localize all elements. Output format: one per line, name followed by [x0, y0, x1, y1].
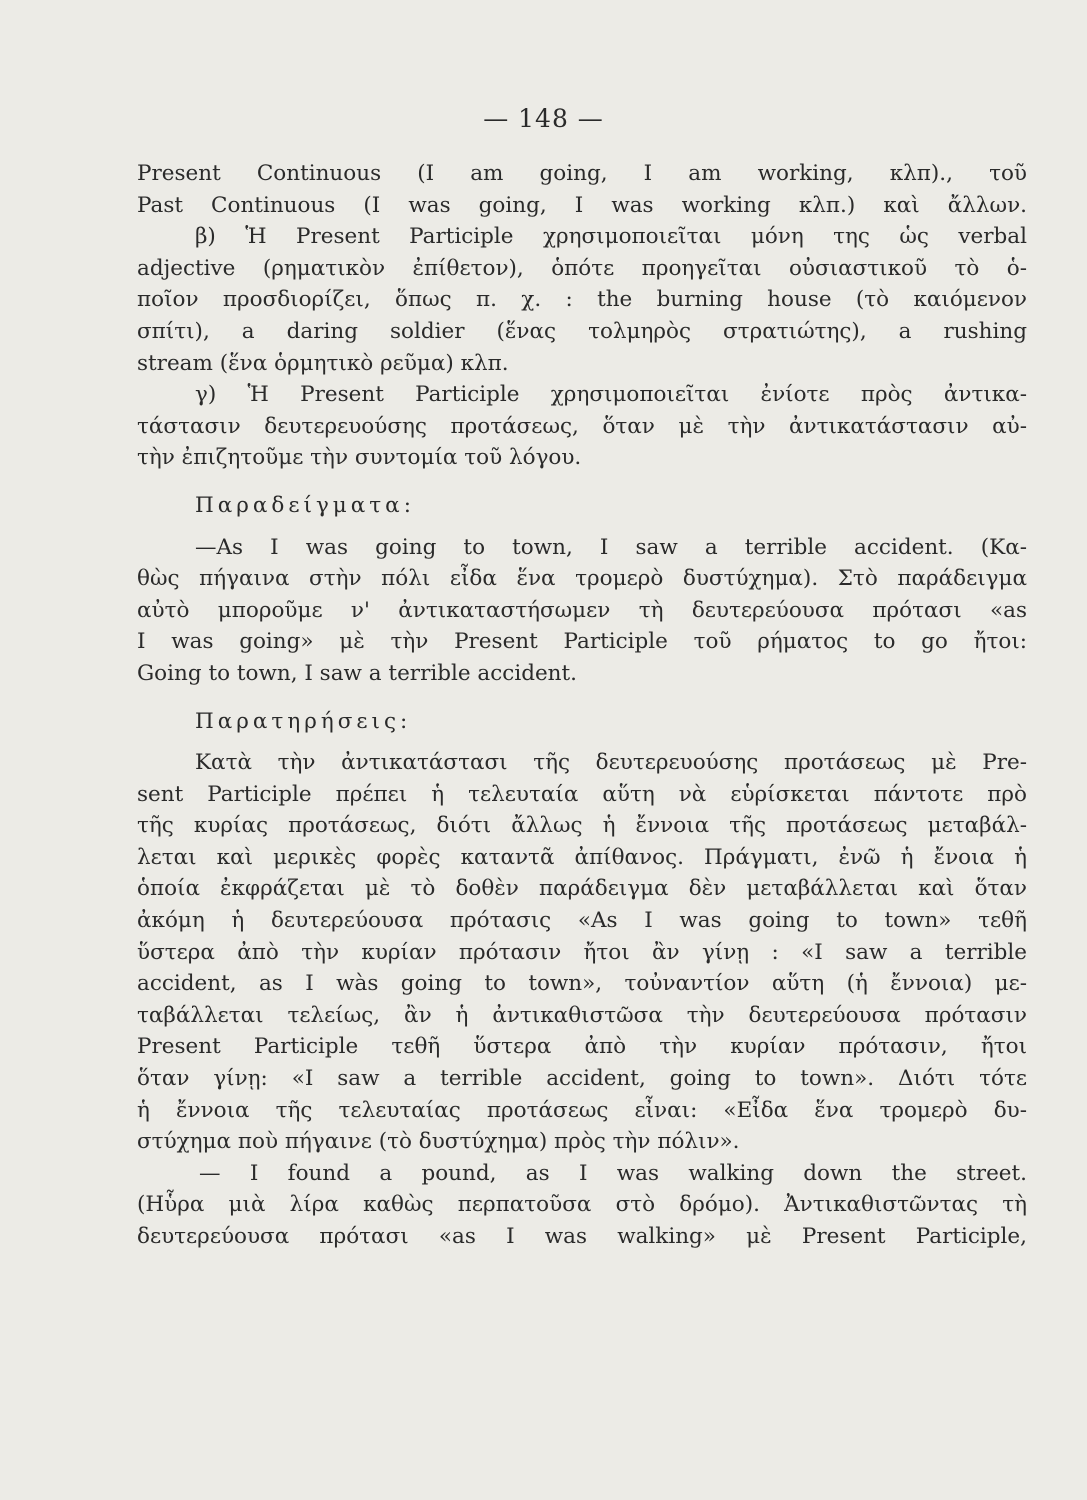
- text-line: ὕστερα ἀπὸ τὴν κυρίαν πρότασιν ἤτοι ἂν γίνῃ : «I saw a terrible: [137, 939, 1027, 965]
- section-heading-remarks: Παρατηρήσεις:: [195, 708, 412, 734]
- text-line: ἀκόμη ἡ δευτερεύουσα πρότασις «As I was going to town» τεθῆ: [137, 908, 1027, 934]
- text-line: γ) Ἡ Present Participle χρησιμοποιεῖται ἐνίοτε πρὸς ἀντικα-: [195, 382, 1027, 408]
- text-line: I was going» μὲ τὴν Present Participle τοῦ ρήματος to go ἤτοι:: [137, 629, 1027, 655]
- text-line: ὁποία ἐκφράζεται μὲ τὸ δοθὲν παράδειγμα δὲν μεταβάλλεται καὶ ὅταν: [137, 876, 1027, 902]
- text-line: Going to town, I saw a terrible accident.: [137, 660, 578, 686]
- text-line: Κατὰ τὴν ἀντικατάστασι τῆς δευτερευούσης προτάσεως μὲ Pre-: [195, 750, 1027, 776]
- text-line: β) Ἡ Present Participle χρησιμοποιεῖται μόνη της ὡς verbal: [195, 224, 1027, 250]
- text-line: ποῖον προσδιορίζει, ὅπως π. χ. : the burning house (τὸ καιόμενον: [137, 287, 1027, 313]
- text-line: Past Continuous (I was going, I was working κλπ.) καὶ ἄλλων.: [137, 192, 1027, 218]
- text-line: Present Continuous (I am going, I am working, κλπ)., τοῦ: [137, 161, 1027, 186]
- text-line: δευτερεύουσα πρότασι «as I was walking» μὲ Present Participle,: [137, 1224, 1027, 1249]
- text-line: Present Participle τεθῆ ὕστερα ἀπὸ τὴν κυρίαν πρότασιν, ἤτοι: [137, 1034, 1027, 1060]
- text-line: adjective (ρηματικὸν ἐπίθετον), ὁπότε προηγεῖται οὐσιαστικοῦ τὸ ὁ-: [137, 255, 1027, 281]
- text-line: τάστασιν δευτερευούσης προτάσεως, ὅταν μὲ τὴν ἀντικατάστασιν αὐ-: [137, 413, 1027, 439]
- text-line: αὐτὸ μποροῦμε ν' ἀντικαταστήσωμεν τὴ δευτερεύουσα πρότασι «as: [137, 597, 1027, 623]
- text-line: — I found a pound, as I was walking down the street.: [199, 1160, 1027, 1186]
- text-line: στύχημα ποὺ πήγαινε (τὸ δυστύχημα) πρὸς τὴν πόλιν».: [137, 1129, 740, 1155]
- section-heading-examples: Παραδείγματα:: [195, 492, 415, 518]
- text-line: θὼς πήγαινα στὴν πόλι εἶδα ἕνα τρομερὸ δυστύχημα). Στὸ παράδειγμα: [137, 566, 1027, 592]
- text-line: τὴν ἐπιζητοῦμε τὴν συντομία τοῦ λόγου.: [137, 445, 582, 471]
- text-line: ὅταν γίνῃ: «I saw a terrible accident, going to town». Διότι τότε: [137, 1066, 1027, 1092]
- text-line: stream (ἕνα ὁρμητικὸ ρεῦμα) κλπ.: [137, 350, 509, 376]
- text-line: sent Participle πρέπει ἡ τελευταία αὕτη νὰ εὑρίσκεται πάντοτε πρὸ: [137, 781, 1027, 807]
- page-number: — 148 —: [483, 104, 604, 133]
- text-line: accident, as I wàs going to town», τοὐναντίον αὕτη (ἡ ἔννοια) με-: [137, 971, 1027, 997]
- text-line: τῆς κυρίας προτάσεως, διότι ἄλλως ἡ ἔννοια τῆς προτάσεως μεταβάλ-: [137, 813, 1027, 839]
- text-line: —As I was going to town, I saw a terrible accident. (Κα-: [195, 534, 1027, 560]
- text-line: σπίτι), a daring soldier (ἕνας τολμηρὸς στρατιώτης), a rushing: [137, 318, 1027, 344]
- body-text: [137, 158, 1027, 1253]
- text-line: λεται καὶ μερικὲς φορὲς καταντᾶ ἀπίθανος. Πράγματι, ἐνῶ ἡ ἔνοια ἡ: [137, 844, 1027, 870]
- text-line: ταβάλλεται τελείως, ἂν ἡ ἀντικαθιστῶσα τὴν δευτερεύουσα πρότασιν: [137, 1002, 1027, 1028]
- text-line: (Ηὗρα μιὰ λίρα καθὼς περπατοῦσα στὸ δρόμο). Ἀντικαθιστῶντας τὴ: [137, 1192, 1027, 1218]
- text-line: ἡ ἔννοια τῆς τελευταίας προτάσεως εἶναι: «Εἶδα ἕνα τρομερὸ δυ-: [137, 1097, 1027, 1123]
